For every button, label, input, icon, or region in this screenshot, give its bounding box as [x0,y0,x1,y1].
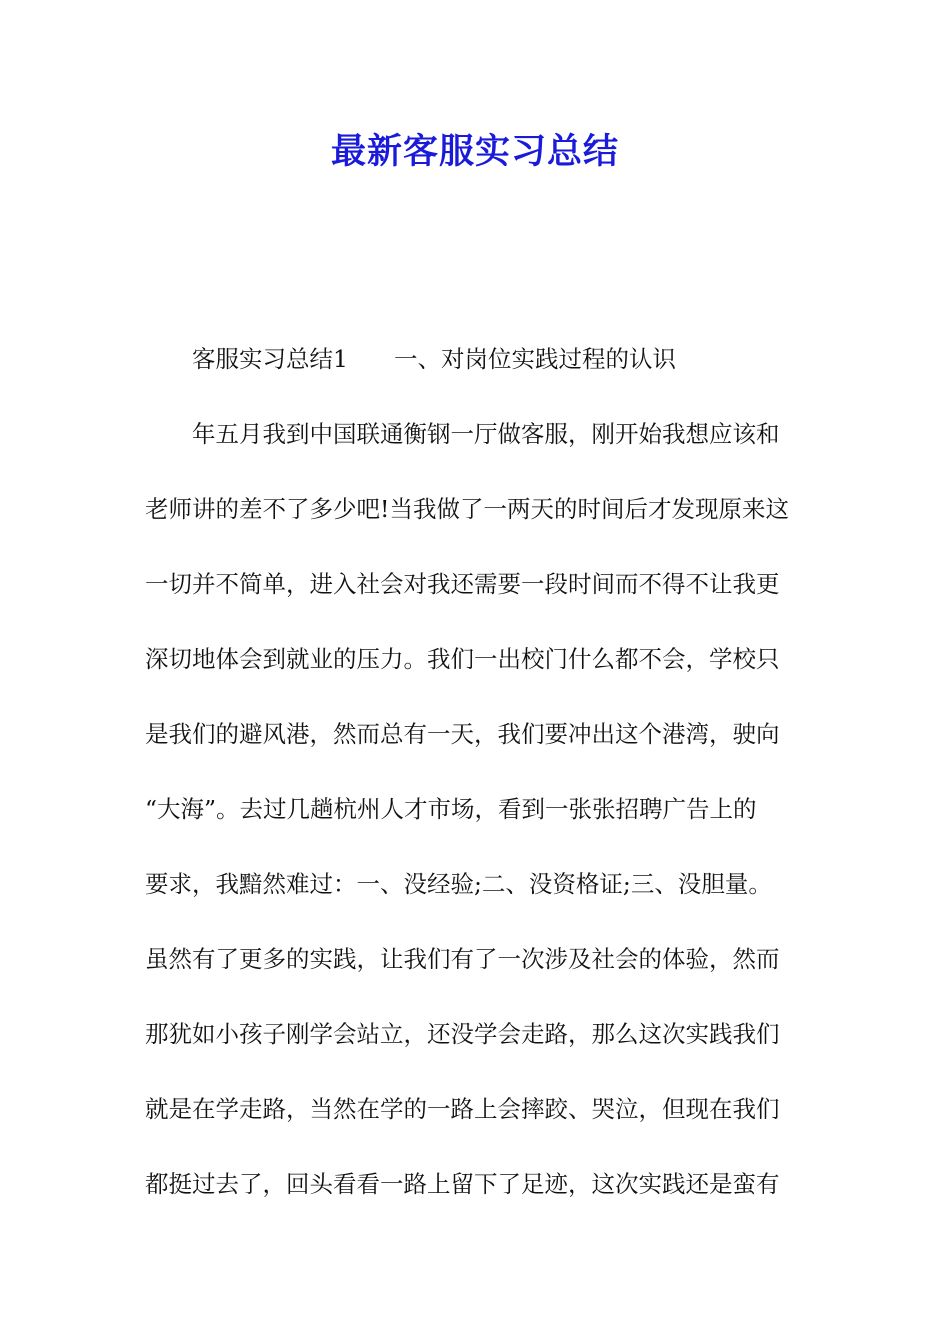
section-heading-line [145,335,805,410]
paragraph-line: 要求，我黯然难过：一、没经验;二、没资格证;三、没胆量。 [145,870,772,898]
paragraph-line: 就是在学走路，当然在学的一路上会摔跤、哭泣，但现在我们 [145,1095,780,1123]
paragraph-line: “大海”。去过几趟杭州人才市场，看到一张张招聘广告上的 [145,795,757,823]
document-title: 最新客服实习总结 [330,132,619,172]
paragraph-line: 那犹如小孩子刚学会站立，还没学会走路，那么这次实践我们 [145,1020,780,1048]
paragraph-line: 深切地体会到就业的压力。我们一出校门什么都不会，学校只 [145,645,780,673]
document-body [145,335,805,1235]
section-heading: 一、对岗位实践过程的认识 [393,345,676,373]
paragraph-line: 老师讲的差不了多少吧!当我做了一两天的时间后才发现原来这 [145,495,789,523]
paragraph-line: 都挺过去了，回头看看一路上留下了足迹，这次实践还是蛮有 [145,1170,780,1198]
paragraph-line: 虽然有了更多的实践，让我们有了一次涉及社会的体验，然而 [145,945,780,973]
paragraph-line: 一切并不简单，进入社会对我还需要一段时间而不得不让我更 [145,570,780,598]
paragraph-line: 年五月我到中国联通衡钢一厅做客服，刚开始我想应该和 [192,420,780,448]
paragraph-line: 是我们的避风港，然而总有一天，我们要冲出这个港湾，驶向 [145,720,780,748]
section-label: 客服实习总结1 [192,345,348,373]
